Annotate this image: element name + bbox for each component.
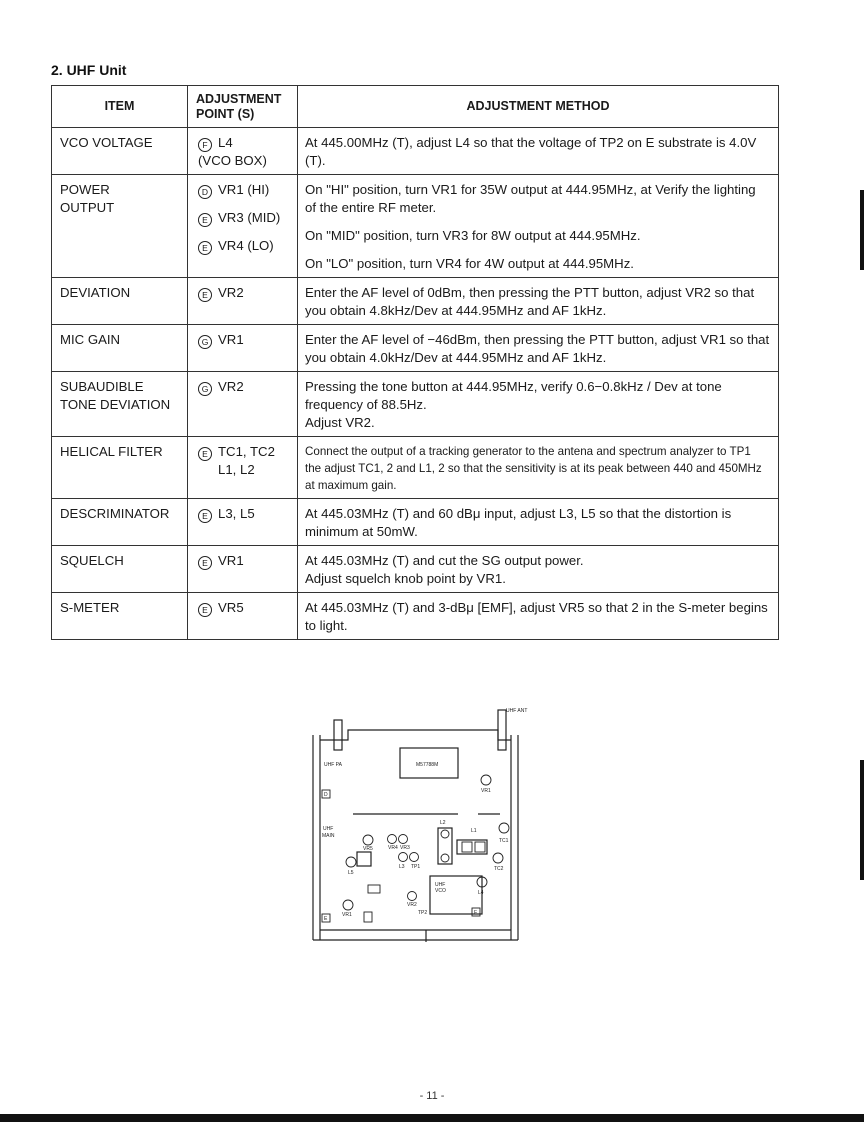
item-cell — [52, 128, 188, 175]
item-label: S-METER — [60, 600, 120, 615]
item-label: MIC GAIN — [60, 332, 121, 347]
method-text: On "MID" position, turn VR3 for 8W output at 444.95MHz. — [305, 228, 641, 243]
diagram-label-board-d: D — [324, 792, 328, 798]
item-label: SUBAUDIBLE — [60, 379, 144, 394]
point-label: VR2 — [218, 285, 244, 300]
diagram-label-uhf-vco-1: UHF — [435, 882, 446, 888]
page-number: - 11 - — [419, 1090, 445, 1102]
diagram-label-l4: L4 — [478, 890, 484, 896]
table-row — [52, 593, 779, 640]
board-circle-icon: E — [198, 288, 212, 302]
method-cell — [298, 128, 779, 175]
adjustment-point — [198, 284, 289, 302]
diagram-label-tc1: TC1 — [499, 838, 509, 844]
table-row — [52, 175, 779, 278]
adjustment-point — [198, 181, 289, 199]
board-circle-icon: G — [198, 382, 212, 396]
diagram-label-vr1-bot: VR1 — [342, 912, 352, 918]
table-row — [52, 278, 779, 325]
adjustment-point — [198, 331, 289, 349]
item-label: POWER — [60, 182, 110, 197]
method-cell — [298, 372, 779, 437]
item-label: DESCRIMINATOR — [60, 506, 170, 521]
diagram-label-vr5: VR5 — [363, 846, 373, 852]
method-text: At 445.03MHz (T) and 60 dBμ input, adjust L3, L5 so that the distortion is minimum at 50mW. — [305, 506, 732, 539]
uhf-board-diagram — [308, 700, 548, 950]
diagram-label-tp2: TP2 — [418, 910, 428, 916]
diagram-label-f: F — [474, 910, 478, 916]
adjustment-point — [198, 134, 289, 152]
item-cell — [52, 175, 188, 278]
table-body — [52, 128, 779, 640]
method-text: At 445.03MHz (T) and 3-dBμ [EMF], adjust VR5 so that 2 in the S-meter begins to light. — [305, 600, 768, 633]
item-cell — [52, 499, 188, 546]
board-circle-icon: D — [198, 185, 212, 199]
section-title: 2. UHF Unit — [51, 62, 127, 78]
table-row — [52, 546, 779, 593]
item-label: TONE DEVIATION — [60, 397, 171, 412]
method-cell — [298, 499, 779, 546]
adjustment-point — [198, 378, 289, 396]
point-cell — [188, 499, 298, 546]
diagram-label-tc2: TC2 — [494, 866, 504, 872]
point-cell — [188, 325, 298, 372]
point-label: L3, L5 — [218, 506, 255, 521]
point-label-secondary: L1, L2 — [218, 462, 255, 477]
method-text: Pressing the tone button at 444.95MHz, verify 0.6−0.8kHz / Dev at tone frequency of 88.5Hz. — [305, 379, 722, 412]
diagram-label-ic: M57788M — [416, 762, 439, 768]
diagram-labels — [322, 708, 527, 922]
table-row — [52, 437, 779, 499]
table-row — [52, 128, 779, 175]
method-cell — [298, 175, 779, 278]
diagram-label-tp1: TP1 — [411, 864, 421, 870]
diagram-label-uhf-pa: UHF PA — [324, 762, 342, 768]
method-text: At 445.03MHz (T) and cut the SG output power. — [305, 553, 584, 568]
point-label: VR1 — [218, 553, 244, 568]
header-point-line2: POINT (S) — [196, 106, 255, 121]
point-label: VR5 — [218, 600, 244, 615]
diagram-label-l5: L5 — [348, 870, 354, 876]
item-label: HELICAL FILTER — [60, 444, 163, 459]
diagram-label-vr1-top: VR1 — [481, 788, 491, 794]
item-label: VCO VOLTAGE — [60, 135, 153, 150]
adjustment-point — [198, 599, 289, 617]
item-label: DEVIATION — [60, 285, 131, 300]
item-cell — [52, 325, 188, 372]
header-point-line1: ADJUSTMENT — [196, 91, 282, 106]
point-label: VR3 (MID) — [218, 210, 281, 225]
diagram-label-l2: L2 — [440, 820, 446, 826]
diagram-label-l3: L3 — [399, 864, 405, 870]
point-label-secondary: (VCO BOX) — [198, 153, 267, 168]
diagram-label-vr2: VR2 — [407, 902, 417, 908]
diagram-label-vr3: VR3 — [400, 845, 410, 851]
board-circle-icon: F — [198, 138, 212, 152]
board-circle-icon: E — [198, 509, 212, 523]
point-label: VR2 — [218, 379, 244, 394]
item-cell — [52, 546, 188, 593]
adjustment-point — [198, 552, 289, 570]
table-row — [52, 499, 779, 546]
diagram-label-uhf-ant: UHF ANT — [506, 708, 528, 714]
point-cell — [188, 546, 298, 593]
board-components — [322, 775, 509, 922]
adjustment-point — [198, 209, 289, 227]
method-cell — [298, 437, 779, 499]
method-text: On "HI" position, turn VR1 for 35W output at 444.95MHz, at Verify the lighting of the entire RF meter. — [305, 182, 756, 215]
adjustment-point — [198, 505, 289, 523]
adjustment-point — [198, 443, 289, 461]
board-circle-icon: E — [198, 241, 212, 255]
point-cell — [188, 593, 298, 640]
point-cell — [188, 128, 298, 175]
table-header-row — [52, 86, 779, 128]
point-cell — [188, 175, 298, 278]
item-label: OUTPUT — [60, 200, 115, 215]
board-circle-icon: E — [198, 603, 212, 617]
adjustment-table — [51, 85, 779, 640]
method-text: Enter the AF level of 0dBm, then pressing the PTT button, adjust VR2 so that you obtain 4.8kHz/Dev at 444.95MHz and AF 1kHz. — [305, 285, 755, 318]
item-cell — [52, 437, 188, 499]
point-cell — [188, 278, 298, 325]
board-circle-icon: G — [198, 335, 212, 349]
board-circle-icon: E — [198, 213, 212, 227]
point-label: VR1 — [218, 332, 244, 347]
method-text: Enter the AF level of −46dBm, then pressing the PTT button, adjust VR1 so that you obtain 4.0kHz/Dev at 444.95MHz and AF 1kHz. — [305, 332, 770, 365]
header-method: ADJUSTMENT METHOD — [298, 86, 779, 128]
method-text-secondary: Adjust VR2. — [305, 415, 375, 430]
method-cell — [298, 278, 779, 325]
point-label: VR1 (HI) — [218, 182, 270, 197]
item-cell — [52, 593, 188, 640]
item-cell — [52, 278, 188, 325]
diagram-label-vr4: VR4 — [388, 845, 398, 851]
item-cell — [52, 372, 188, 437]
diagram-label-uhf-vco-2: VCO — [435, 888, 446, 894]
table-row — [52, 325, 779, 372]
item-label: SQUELCH — [60, 553, 124, 568]
method-text-secondary: Adjust squelch knob point by VR1. — [305, 571, 506, 586]
point-label: L4 — [218, 135, 233, 150]
table-row — [52, 372, 779, 437]
method-text: At 445.00MHz (T), adjust L4 so that the voltage of TP2 on E substrate is 4.0V (T). — [305, 135, 757, 168]
method-cell — [298, 593, 779, 640]
header-point — [188, 86, 298, 128]
point-label: TC1, TC2 — [218, 444, 275, 459]
diagram-label-l1: L1 — [471, 828, 477, 834]
diagram-label-board-e: E — [324, 916, 328, 922]
method-text: On "LO" position, turn VR4 for 4W output at 444.95MHz. — [305, 256, 634, 271]
bottom-rule — [0, 1114, 864, 1122]
board-circle-icon: E — [198, 556, 212, 570]
board-circle-icon: E — [198, 447, 212, 461]
diagram-label-uhf-main-1: UHF — [323, 826, 334, 832]
adjustment-point — [198, 237, 289, 255]
scan-edge-mark — [860, 760, 864, 880]
diagram-label-uhf-main-2: MAIN — [322, 833, 335, 839]
header-item: ITEM — [52, 86, 188, 128]
point-cell — [188, 372, 298, 437]
point-label: VR4 (LO) — [218, 238, 274, 253]
point-cell — [188, 437, 298, 499]
method-text: Connect the output of a tracking generator to the antena and spectrum analyzer to TP1 the adjust TC1, 2 and L1, 2 so that the sensitivity is at its peak between 440 and 450MHz at maximum gain. — [305, 445, 762, 492]
method-cell — [298, 546, 779, 593]
scan-edge-mark — [860, 190, 864, 270]
method-cell — [298, 325, 779, 372]
